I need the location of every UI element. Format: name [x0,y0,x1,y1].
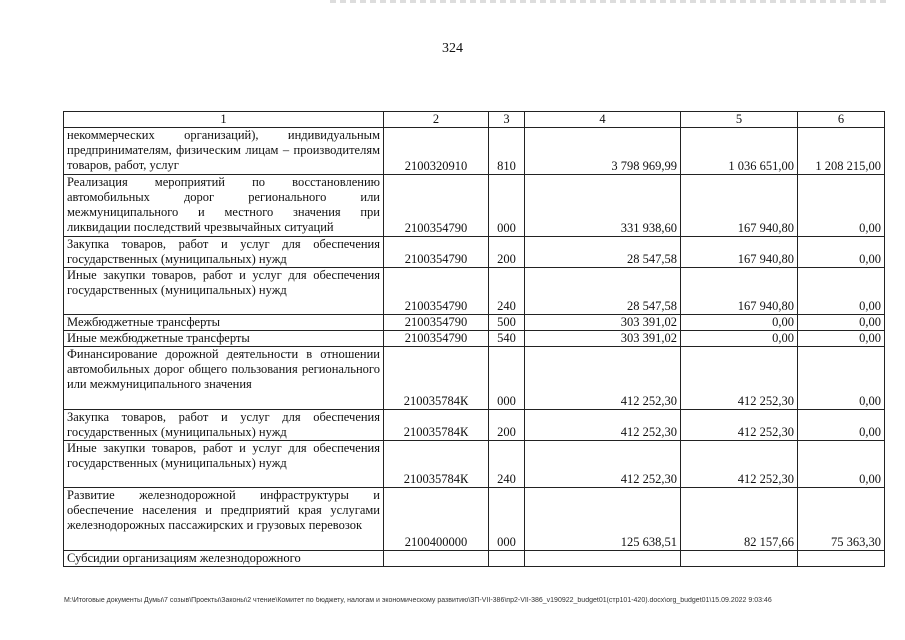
row-amount-2-cell: 82 157,66 [681,488,798,551]
header-col-4: 4 [525,112,681,128]
row-expense-type-cell: 200 [489,410,525,441]
row-code-cell: 2100354790 [384,175,489,237]
row-amount-1-cell: 303 391,02 [525,331,681,347]
table-row [64,347,885,410]
header-col-1: 1 [64,112,384,128]
row-name-cell: Развитие железнодорожной инфраструктуры и обеспечение населения и предприятий края услугами железнодорожных пассажирских и грузовых перевозок [64,488,384,551]
row-expense-type-cell: 200 [489,237,525,268]
row-amount-3-cell: 0,00 [798,441,885,488]
row-amount-1-cell: 28 547,58 [525,237,681,268]
scan-artifact-strip [330,0,890,3]
budget-table [63,111,885,567]
row-code-cell: 210035784К [384,441,489,488]
row-expense-type-cell: 000 [489,488,525,551]
row-name-cell: Закупка товаров, работ и услуг для обеспечения государственных (муниципальных) нужд [64,410,384,441]
header-col-2: 2 [384,112,489,128]
header-col-5: 5 [681,112,798,128]
budget-table-body [64,112,885,567]
header-col-3: 3 [489,112,525,128]
row-code-cell: 2100354790 [384,315,489,331]
row-amount-1-cell: 303 391,02 [525,315,681,331]
row-amount-1-cell: 125 638,51 [525,488,681,551]
row-amount-3-cell: 1 208 215,00 [798,128,885,175]
row-amount-2-cell: 412 252,30 [681,410,798,441]
row-expense-type-cell [489,551,525,567]
table-row [64,175,885,237]
row-amount-3-cell: 0,00 [798,175,885,237]
row-amount-2-cell: 412 252,30 [681,441,798,488]
header-col-6: 6 [798,112,885,128]
row-name-cell: Межбюджетные трансферты [64,315,384,331]
table-row [64,268,885,315]
row-expense-type-cell: 240 [489,441,525,488]
table-row [64,237,885,268]
row-amount-1-cell: 412 252,30 [525,410,681,441]
row-code-cell: 2100354790 [384,237,489,268]
page-number: 324 [442,41,463,56]
table-row [64,410,885,441]
table-header-row [64,112,885,128]
row-name-cell: Реализация мероприятий по восстановлению автомобильных дорог регионального или межмуниципального и местного значения при ликвидации последствий чрезвычайных ситуаций [64,175,384,237]
row-amount-1-cell [525,551,681,567]
row-code-cell: 210035784К [384,347,489,410]
document-path-footer: M:\Итоговые документы Думы\7 созыв\Проекты\Законы\2 чтение\Комитет по бюджету, налогам и экономическому развитию\ЗП-VII-386\пр2-VII-386_v190922_budget01(стр101-420).docx\org_budget01\15.09.2022 9:03:46 [64,597,772,604]
row-amount-3-cell: 0,00 [798,347,885,410]
row-amount-1-cell: 28 547,58 [525,268,681,315]
row-amount-3-cell: 0,00 [798,268,885,315]
row-code-cell: 2100320910 [384,128,489,175]
row-expense-type-cell: 810 [489,128,525,175]
row-code-cell: 210035784К [384,410,489,441]
row-amount-2-cell: 167 940,80 [681,237,798,268]
row-amount-2-cell: 167 940,80 [681,268,798,315]
row-amount-3-cell [798,551,885,567]
row-amount-1-cell: 331 938,60 [525,175,681,237]
row-amount-2-cell: 0,00 [681,315,798,331]
row-name-cell: Финансирование дорожной деятельности в отношении автомобильных дорог общего пользования регионального или межмуниципального значения [64,347,384,410]
table-row [64,551,885,567]
row-expense-type-cell: 000 [489,347,525,410]
row-amount-2-cell: 0,00 [681,331,798,347]
row-amount-2-cell: 412 252,30 [681,347,798,410]
row-name-cell: Иные межбюджетные трансферты [64,331,384,347]
row-expense-type-cell: 540 [489,331,525,347]
row-amount-2-cell: 1 036 651,00 [681,128,798,175]
row-code-cell: 2100354790 [384,331,489,347]
row-amount-2-cell: 167 940,80 [681,175,798,237]
row-amount-3-cell: 0,00 [798,237,885,268]
table-row [64,331,885,347]
row-amount-2-cell [681,551,798,567]
row-amount-1-cell: 412 252,30 [525,441,681,488]
table-row [64,441,885,488]
row-name-cell: Иные закупки товаров, работ и услуг для обеспечения государственных (муниципальных) нужд [64,268,384,315]
row-amount-3-cell: 75 363,30 [798,488,885,551]
row-name-cell: Иные закупки товаров, работ и услуг для обеспечения государственных (муниципальных) нужд [64,441,384,488]
row-amount-1-cell: 3 798 969,99 [525,128,681,175]
row-amount-3-cell: 0,00 [798,331,885,347]
row-expense-type-cell: 500 [489,315,525,331]
row-name-cell: Закупка товаров, работ и услуг для обеспечения государственных (муниципальных) нужд [64,237,384,268]
table-row [64,315,885,331]
row-amount-3-cell: 0,00 [798,410,885,441]
row-name-cell: некоммерческих организаций), индивидуальным предпринимателям, физическим лицам – производителям товаров, работ, услуг [64,128,384,175]
row-code-cell: 2100400000 [384,488,489,551]
row-amount-1-cell: 412 252,30 [525,347,681,410]
table-row [64,488,885,551]
row-name-cell: Субсидии организациям железнодорожного [64,551,384,567]
row-code-cell: 2100354790 [384,268,489,315]
table-row [64,128,885,175]
row-amount-3-cell: 0,00 [798,315,885,331]
row-expense-type-cell: 240 [489,268,525,315]
row-code-cell [384,551,489,567]
row-expense-type-cell: 000 [489,175,525,237]
